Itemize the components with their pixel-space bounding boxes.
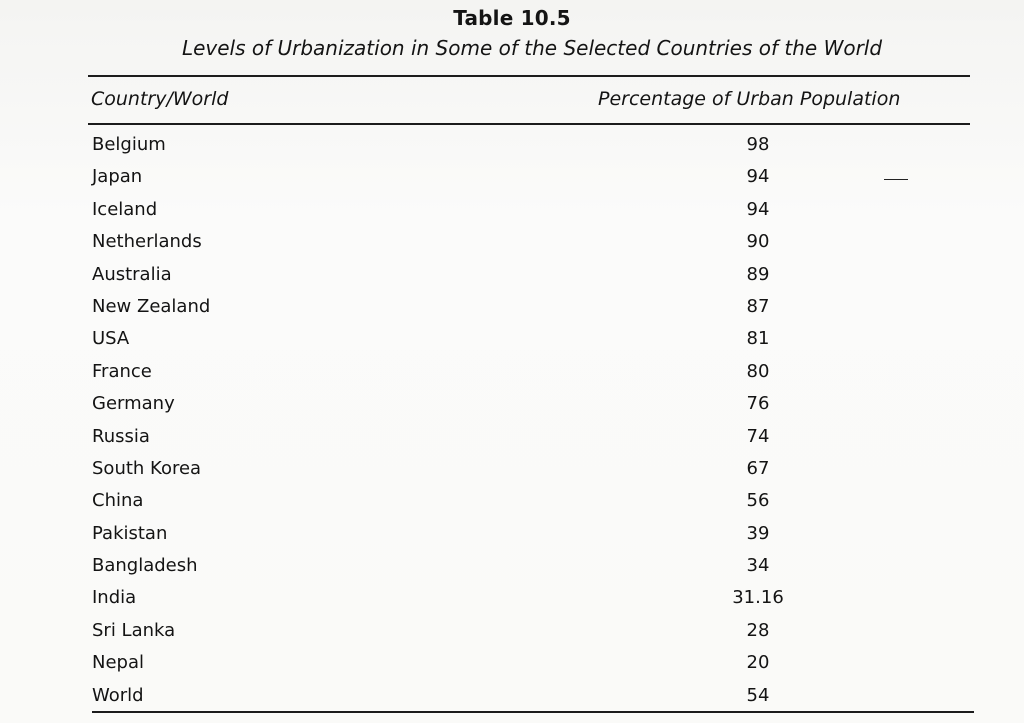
urban-percentage-cell: 20 [746, 652, 770, 674]
urban-percentage-cell: 67 [746, 457, 770, 479]
table-number: Table 10.5 [453, 6, 571, 30]
table-row [0, 355, 1024, 387]
country-cell: Sri Lanka [92, 619, 176, 641]
urban-percentage-cell: 81 [746, 328, 770, 350]
table-row [0, 225, 1024, 257]
country-cell: Bangladesh [92, 555, 198, 577]
country-cell: Germany [92, 393, 175, 415]
urban-percentage-cell: 39 [746, 522, 770, 544]
urban-percentage-cell: 76 [746, 393, 770, 415]
table-row [0, 193, 1024, 225]
table-row [0, 679, 1024, 711]
urban-percentage-cell: 74 [746, 425, 770, 447]
urban-percentage-cell: 56 [746, 490, 770, 512]
country-cell: Pakistan [92, 522, 168, 544]
table-header-rule [88, 123, 970, 125]
country-cell: Russia [92, 425, 150, 447]
urban-percentage-cell: 28 [746, 619, 770, 641]
country-cell: USA [92, 328, 130, 350]
table-row [0, 160, 1024, 192]
urban-percentage-cell: 34 [746, 555, 770, 577]
urban-percentage-cell: 89 [746, 263, 770, 285]
table-row [0, 128, 1024, 160]
table-row [0, 581, 1024, 613]
table-body [0, 128, 1024, 711]
table-row [0, 258, 1024, 290]
urban-percentage-cell: 80 [746, 360, 770, 382]
table-row [0, 484, 1024, 516]
urban-percentage-cell: 31.16 [732, 587, 784, 609]
urban-percentage-cell: 54 [746, 684, 770, 706]
country-cell: Nepal [92, 652, 144, 674]
table-row [0, 614, 1024, 646]
table-row [0, 420, 1024, 452]
table-row [0, 452, 1024, 484]
country-cell: Australia [92, 263, 172, 285]
urban-percentage-cell: 90 [746, 231, 770, 253]
country-cell: Netherlands [92, 231, 202, 253]
table-row [0, 646, 1024, 678]
country-cell: Iceland [92, 198, 158, 220]
country-cell: Belgium [92, 134, 166, 155]
column-header-country: Country/World [91, 88, 229, 110]
margin-dash-mark [884, 179, 908, 180]
table-row [0, 387, 1024, 419]
country-cell: South Korea [92, 457, 202, 479]
country-cell: France [92, 360, 152, 382]
table-caption: Levels of Urbanization in Some of the Selected Countries of the World [181, 36, 883, 60]
table-bottom-rule [92, 711, 974, 713]
urban-percentage-cell: 94 [746, 166, 770, 188]
country-cell: New Zealand [92, 295, 211, 317]
country-cell: China [92, 490, 144, 512]
urban-percentage-cell: 94 [746, 198, 770, 220]
table-top-rule [88, 75, 970, 77]
table-row [0, 549, 1024, 581]
column-header-percentage: Percentage of Urban Population [598, 88, 901, 110]
urban-percentage-cell: 98 [746, 134, 770, 155]
country-cell: World [92, 684, 144, 706]
country-cell: Japan [92, 166, 143, 188]
urban-percentage-cell: 87 [746, 295, 770, 317]
table-row [0, 290, 1024, 322]
table-row [0, 322, 1024, 354]
table-row [0, 517, 1024, 549]
country-cell: India [92, 587, 137, 609]
